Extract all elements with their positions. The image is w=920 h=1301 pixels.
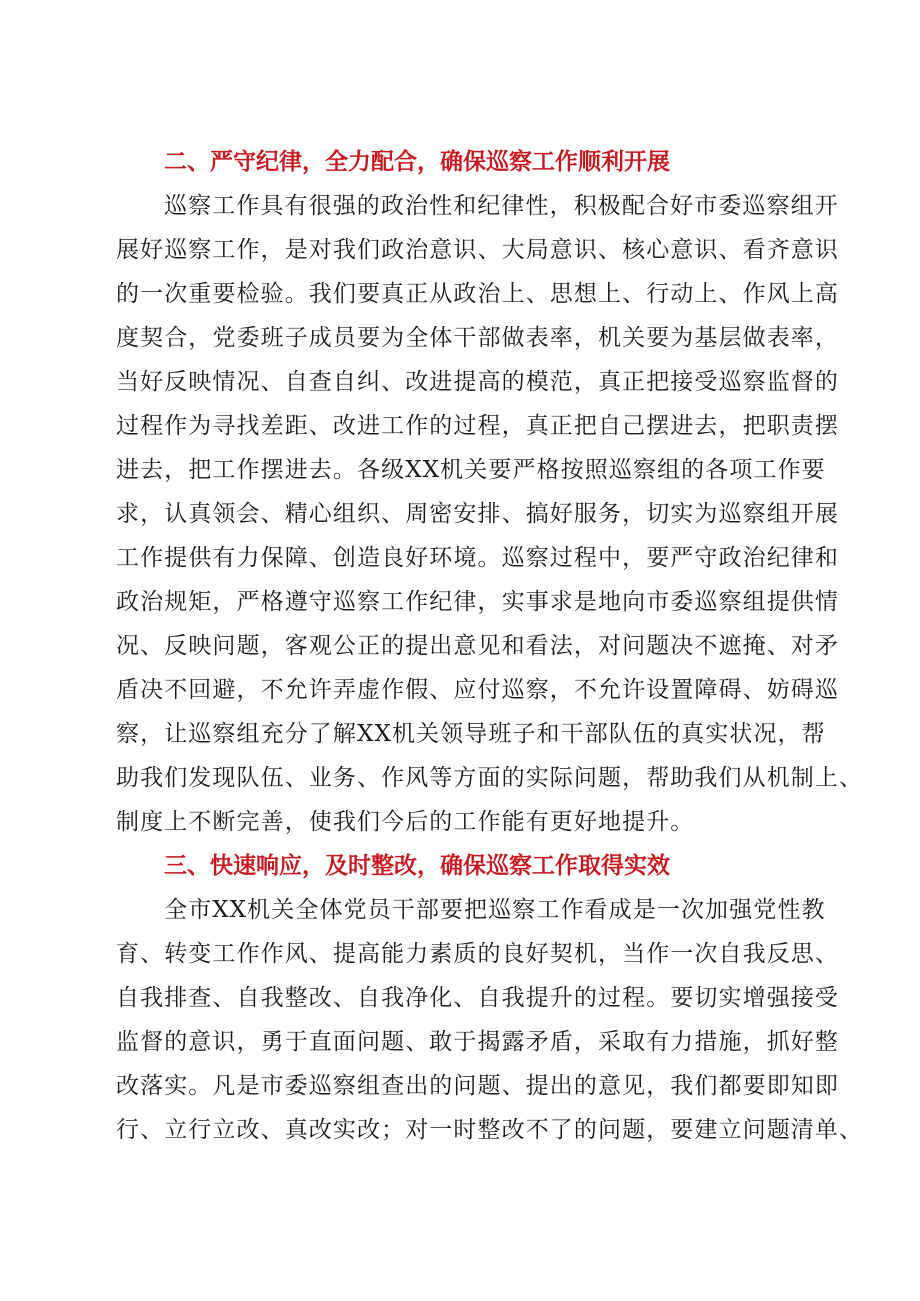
section-heading-3: 三、快速响应，及时整改，确保巡察工作取得实效	[164, 853, 670, 879]
paragraph-line: 求，认真领会、精心组织、周密安排、搞好服务，切实为巡察组开展	[116, 501, 839, 527]
section-heading-2: 二、严守纪律，全力配合，确保巡察工作顺利开展	[164, 149, 670, 175]
paragraph-line: 当好反映情况、自查自纠、改进提高的模范，真正把接受巡察监督的	[116, 369, 839, 395]
section-3-paragraph	[116, 888, 864, 1152]
paragraph-line: 察，让巡察组充分了解XX机关领导班子和干部队伍的真实状况，帮	[116, 721, 826, 747]
paragraph-line: 进去，把工作摆进去。各级XX机关要严格按照巡察组的各项工作要	[116, 457, 826, 483]
paragraph-line: 制度上不断完善，使我们今后的工作能有更好地提升。	[116, 809, 695, 835]
paragraph-line: 政治规矩，严格遵守巡察工作纪律，实事求是地向市委巡察组提供情	[116, 589, 839, 615]
paragraph-line: 全市XX机关全体党员干部要把巡察工作看成是一次加强党性教	[164, 897, 826, 923]
paragraph-line: 展好巡察工作，是对我们政治意识、大局意识、核心意识、看齐意识	[116, 237, 839, 263]
paragraph-line: 巡察工作具有很强的政治性和纪律性，积极配合好市委巡察组开	[164, 193, 839, 219]
paragraph-line: 改落实。凡是市委巡察组查出的问题、提出的意见，我们都要即知即	[116, 1073, 839, 1099]
paragraph-line: 监督的意识，勇于直面问题、敢于揭露矛盾，采取有力措施，抓好整	[116, 1029, 839, 1055]
paragraph-line: 盾决不回避，不允许弄虚作假、应付巡察，不允许设置障碍、妨碍巡	[116, 677, 839, 703]
document-body	[116, 140, 864, 1152]
paragraph-line: 工作提供有力保障、创造良好环境。巡察过程中，要严守政治纪律和	[116, 545, 839, 571]
paragraph-line: 助我们发现队伍、业务、作风等方面的实际问题，帮助我们从机制上、	[116, 765, 864, 791]
paragraph-line: 过程作为寻找差距、改进工作的过程，真正把自己摆进去，把职责摆	[116, 413, 839, 439]
paragraph-line: 育、转变工作作风、提高能力素质的良好契机，当作一次自我反思、	[116, 941, 839, 967]
paragraph-line: 度契合，党委班子成员要为全体干部做表率，机关要为基层做表率，	[116, 325, 839, 351]
section-2-paragraph	[116, 184, 864, 844]
paragraph-line: 行、立行立改、真改实改；对一时整改不了的问题，要建立问题清单、	[116, 1117, 864, 1143]
paragraph-line: 的一次重要检验。我们要真正从政治上、思想上、行动上、作风上高	[116, 281, 839, 307]
paragraph-line: 况、反映问题，客观公正的提出意见和看法，对问题决不遮掩、对矛	[116, 633, 839, 659]
paragraph-line: 自我排查、自我整改、自我净化、自我提升的过程。要切实增强接受	[116, 985, 839, 1011]
